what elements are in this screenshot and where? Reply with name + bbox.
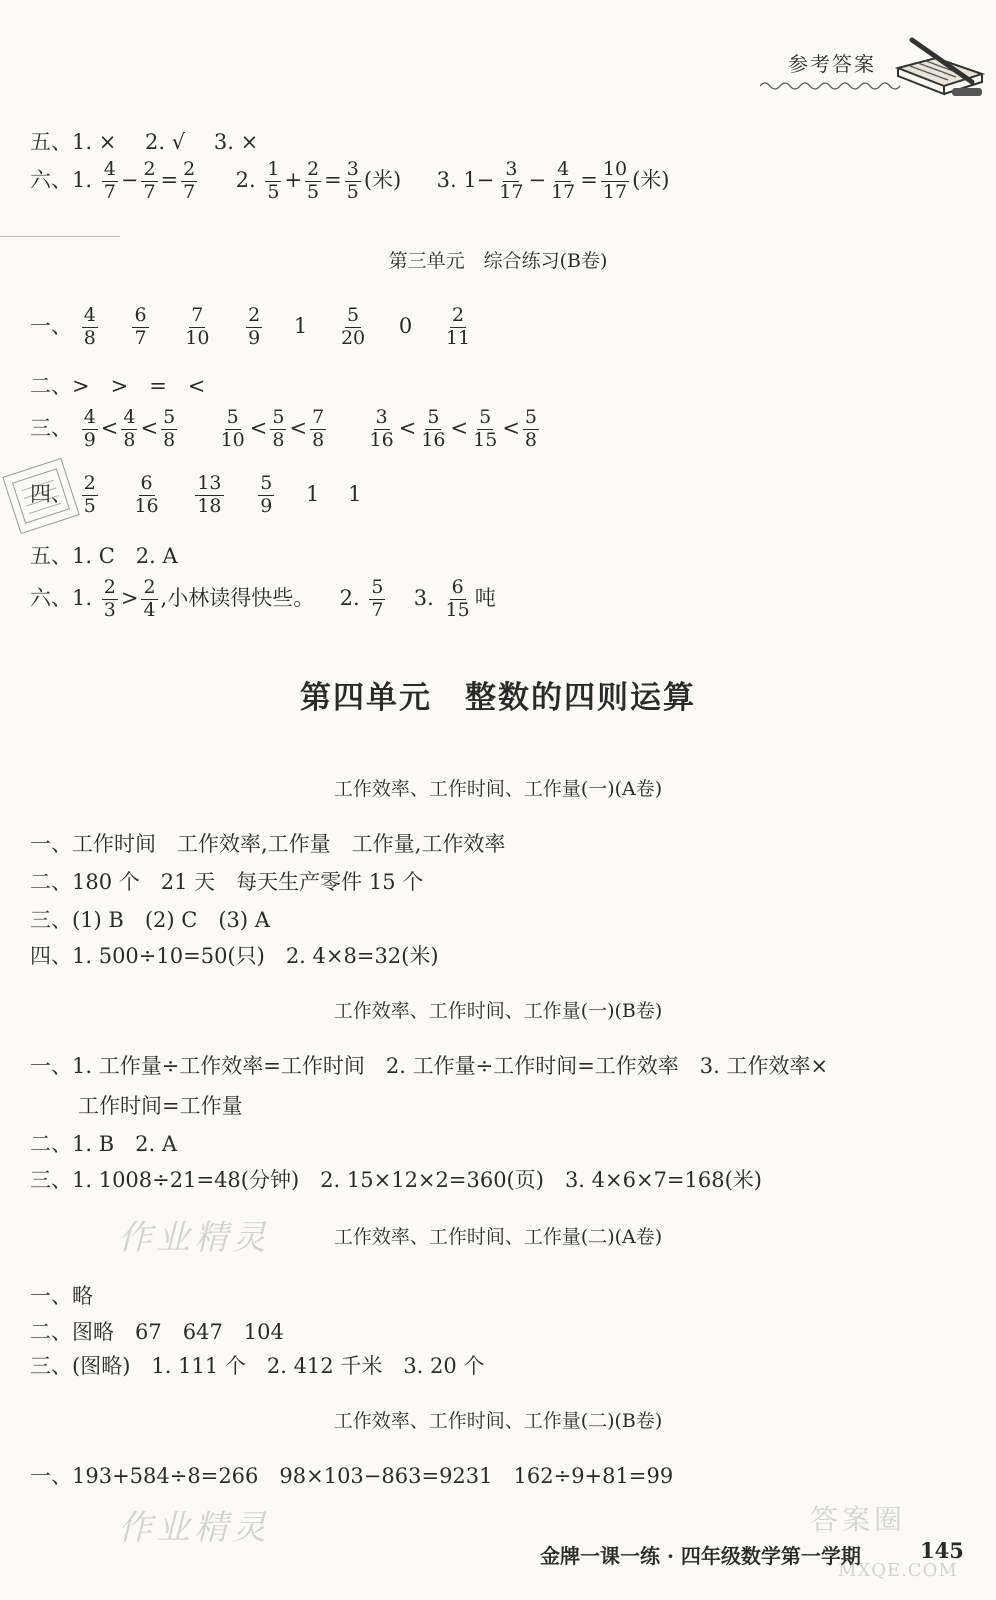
answer-line-3: 三、 $\frac{4}{9}$ < $\frac{4}{8}$ < $\frac{5}{8}$ $\frac{5}{10}$ < $\frac{5}{8}$ < $\frac{7}{8}$ $\frac{3}{16}$ < $\frac{5}{16}$ < $\frac{5}{15}$ < $\frac{5}{8}$ bbox=[30, 406, 538, 451]
s1-line-1: 一、工作时间 工作效率,工作量 工作量,工作效率 bbox=[30, 832, 506, 856]
s4-line-1: 一、193+584÷8=266 98×103−863=9231 162÷9+81=99 bbox=[30, 1464, 674, 1488]
fraction: $\frac{2}{11}$ bbox=[445, 304, 471, 349]
answer-line-5: 五、1. × 2. √ 3. × bbox=[30, 130, 259, 154]
section-title-unit3-b: 第三单元 综合练习(B卷) bbox=[388, 250, 608, 272]
fraction: $\frac{5}{20}$ bbox=[340, 304, 366, 349]
fraction: $\frac{6}{16}$ bbox=[134, 472, 159, 517]
watermark-2: 作业精灵 bbox=[118, 1508, 270, 1548]
fraction: $\frac{1}{5}$ bbox=[267, 158, 280, 203]
fraction: $\frac{3}{17}$ bbox=[499, 158, 524, 203]
section-title-s4: 工作效率、工作时间、工作量(二)(B卷) bbox=[333, 1410, 663, 1432]
answer-line-6: 六、1. $\frac{4}{7}$ − $\frac{2}{7}$ = $\frac{2}{7}$ 2. $\frac{1}{5}$ + $\frac{2}{5}$ = $\frac{3}{5}$ (米) 3. 1− $\frac{3}{17}$ − $\frac{4}{17}$ = $\frac{10}{17}$ (米) bbox=[30, 158, 670, 203]
watermark-4: MXQE.COM bbox=[838, 1560, 958, 1581]
answer-line-1: 一、 $\frac{4}{8}$ $\frac{6}{7}$ $\frac{7}{10}$ $\frac{2}{9}$ 1 $\frac{5}{20}$ 0 $\frac{2}{11}$ bbox=[30, 304, 471, 349]
book-pen-icon bbox=[892, 30, 988, 102]
s1-line-2: 二、180 个 21 天 每天生产零件 15 个 bbox=[30, 870, 424, 894]
fraction: $\frac{4}{17}$ bbox=[551, 158, 576, 203]
fraction: $\frac{6}{7}$ bbox=[134, 304, 147, 349]
fraction: $\frac{13}{18}$ bbox=[197, 472, 222, 517]
fraction: $\frac{2}{5}$ bbox=[83, 472, 96, 517]
fraction: $\frac{5}{8}$ bbox=[524, 406, 538, 451]
section-title-s2: 工作效率、工作时间、工作量(一)(B卷) bbox=[333, 1000, 663, 1022]
s1-line-3: 三、(1) B (2) C (3) A bbox=[30, 908, 270, 932]
fraction: $\frac{5}{7}$ bbox=[371, 576, 384, 621]
fraction: $\frac{5}{9}$ bbox=[260, 472, 273, 517]
s3-line-1: 一、略 bbox=[30, 1284, 93, 1308]
fraction: $\frac{3}{16}$ bbox=[369, 406, 394, 451]
fraction: $\frac{5}{16}$ bbox=[421, 406, 446, 451]
fraction: $\frac{4}{9}$ bbox=[83, 406, 96, 451]
fraction: $\frac{2}{7}$ bbox=[183, 158, 196, 203]
fraction: $\frac{4}{8}$ bbox=[123, 406, 136, 451]
s2-line-3: 二、1. B 2. A bbox=[30, 1132, 178, 1156]
answer-line-6b: 六、1. $\frac{2}{3}$ > $\frac{2}{4}$ ,小林读得快些。 2. $\frac{5}{7}$ 3. $\frac{6}{15}$ 吨 bbox=[30, 576, 496, 621]
unit-title: 第四单元 整数的四则运算 bbox=[300, 680, 696, 716]
fraction: $\frac{5}{8}$ bbox=[163, 406, 176, 451]
header-wavy-rule bbox=[760, 80, 900, 92]
fraction: $\frac{6}{15}$ bbox=[445, 576, 470, 621]
fraction: $\frac{5}{15}$ bbox=[473, 406, 498, 451]
left-margin-rule bbox=[0, 236, 120, 237]
fraction: $\frac{2}{9}$ bbox=[248, 304, 261, 349]
s2-line-1: 一、1. 工作量÷工作效率=工作时间 2. 工作量÷工作时间=工作效率 3. 工作效率× bbox=[30, 1054, 829, 1078]
answer-line-5b: 五、1. C 2. A bbox=[30, 544, 178, 568]
fraction: $\frac{2}{7}$ bbox=[143, 158, 156, 203]
watermark-1: 作业精灵 bbox=[118, 1218, 270, 1258]
answer-line-4: 四、 $\frac{2}{5}$ $\frac{6}{16}$ $\frac{13}{18}$ $\frac{5}{9}$ 1 1 bbox=[30, 472, 362, 517]
fraction: $\frac{2}{3}$ bbox=[103, 576, 116, 621]
fraction: $\frac{4}{7}$ bbox=[103, 158, 116, 203]
fraction: $\frac{5}{10}$ bbox=[220, 406, 245, 451]
footer-book-title: 金牌一课一练 · 四年级数学第一学期 bbox=[540, 1544, 861, 1568]
answer-line-2: 二、> > = < bbox=[30, 374, 206, 398]
fraction: $\frac{10}{17}$ bbox=[602, 158, 628, 203]
fraction: $\frac{5}{8}$ bbox=[272, 406, 285, 451]
s1-line-4: 四、1. 500÷10=50(只) 2. 4×8=32(米) bbox=[30, 944, 439, 968]
watermark-3: 答案圈 bbox=[810, 1503, 907, 1536]
fraction: $\frac{2}{5}$ bbox=[307, 158, 320, 203]
s3-line-3: 三、(图略) 1. 111 个 2. 412 千米 3. 20 个 bbox=[30, 1354, 485, 1378]
s3-line-2: 二、图略 67 647 104 bbox=[30, 1320, 284, 1344]
s2-line-2: 工作时间=工作量 bbox=[78, 1094, 243, 1118]
page-number: 145 bbox=[920, 1538, 964, 1563]
s2-line-4: 三、1. 1008÷21=48(分钟) 2. 15×12×2=360(页) 3. 4×6×7=168(米) bbox=[30, 1168, 762, 1192]
fraction: $\frac{4}{8}$ bbox=[83, 304, 96, 349]
fraction: $\frac{2}{4}$ bbox=[143, 576, 156, 621]
section-title-s3: 工作效率、工作时间、工作量(二)(A卷) bbox=[333, 1226, 663, 1248]
header-label: 参考答案 bbox=[788, 52, 876, 76]
fraction: $\frac{7}{8}$ bbox=[312, 406, 325, 451]
section-title-s1: 工作效率、工作时间、工作量(一)(A卷) bbox=[333, 778, 663, 800]
fraction: $\frac{3}{5}$ bbox=[346, 158, 359, 203]
fraction: $\frac{7}{10}$ bbox=[185, 304, 210, 349]
